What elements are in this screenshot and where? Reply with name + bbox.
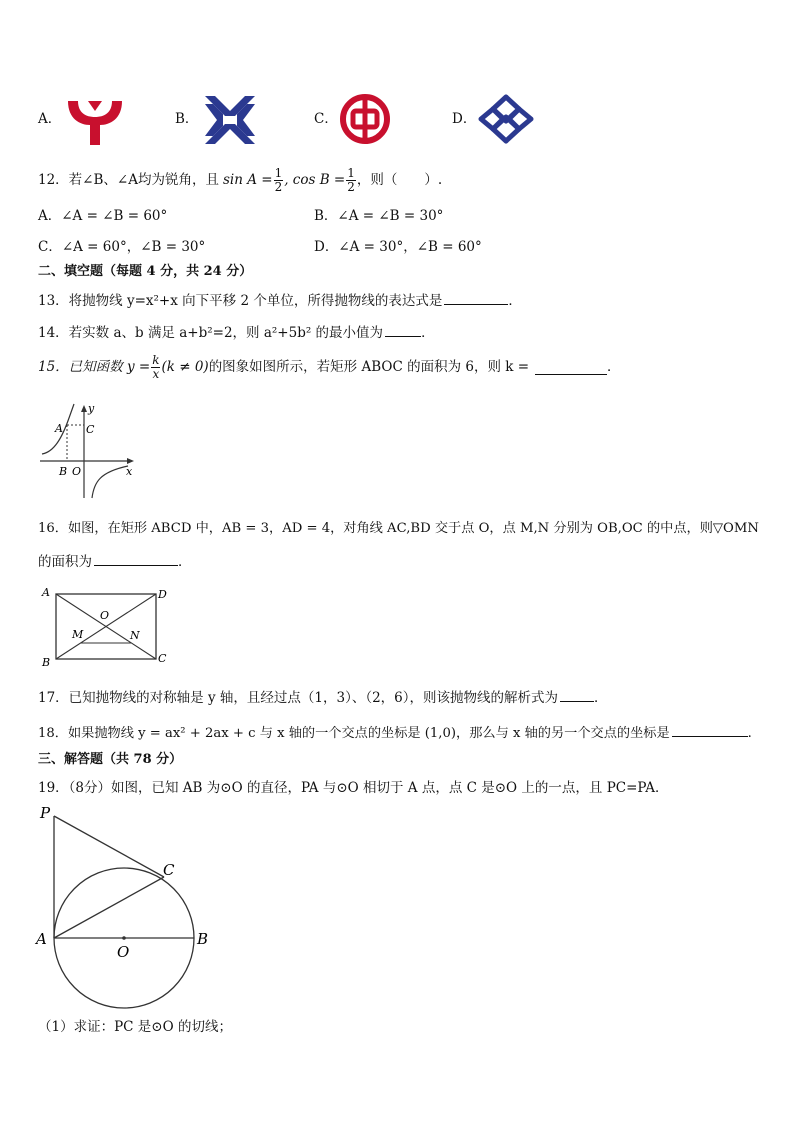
q18: 18．如果抛物线 y = ax² + 2ax + c 与 x 轴的一个交点的坐标是 (1,0)，那么与 x 轴的另一个交点的坐标是 . xyxy=(38,722,752,743)
q11-option-a-letter: A． xyxy=(38,111,62,127)
label-b: B xyxy=(197,930,209,948)
q15: 15．已知函数 y = $\frac{k}{x}$ (k ≠ 0) 的图象如图所示，若矩形 ABOC 的面积为 6，则 k = ． xyxy=(38,352,621,381)
label-o: O xyxy=(72,465,82,478)
q19-part1: （1）求证：PC 是⊙O 的切线； xyxy=(38,1019,232,1035)
knot-logo xyxy=(475,93,537,145)
answer-blank[interactable] xyxy=(672,722,748,737)
label-d: D xyxy=(158,588,167,601)
label-p: P xyxy=(40,804,51,822)
label-b: B xyxy=(42,656,51,669)
label-o: O xyxy=(100,609,110,622)
q12-stem: 12．若∠B、∠A均为锐角，且 sin A = $\frac{1}{2}$ , cos B = $\frac{1}{2}$ ，则（ ）. xyxy=(38,165,443,194)
answer-blank[interactable] xyxy=(94,551,178,566)
q19-stem: 19．（8分）如图，已知 AB 为⊙O 的直径，PA 与⊙O 相切于 A 点，点 C 是⊙O 上的一点，且 PC=PA． xyxy=(38,780,669,796)
rectangle-figure xyxy=(38,584,180,670)
q11-option-c-letter: C． xyxy=(314,111,338,127)
label-y: y xyxy=(88,402,95,415)
q12-option-b: B．∠A = ∠B = 30° xyxy=(314,208,444,224)
section-heading-answer: 三、解答题（共 78 分） xyxy=(38,752,183,767)
label-x: x xyxy=(126,465,133,478)
q12-option-d: D．∠A = 30°，∠B = 60° xyxy=(314,239,482,255)
label-c: C xyxy=(86,423,95,436)
q14: 14．若实数 a、b 满足 a+b²=2，则 a²+5b² 的最小值为 ． xyxy=(38,322,435,342)
q11-option-d-letter: D． xyxy=(452,111,477,127)
answer-blank[interactable] xyxy=(444,290,508,305)
q13: 13．将抛物线 y=x²+x 向下平移 2 个单位，所得抛物线的表达式是 ． xyxy=(38,290,522,310)
section-heading-fill-in: 二、填空题（每题 4 分，共 24 分） xyxy=(38,264,253,279)
q12-option-a: A．∠A = ∠B = 60° xyxy=(38,208,168,224)
bank-of-china-logo xyxy=(338,92,392,146)
label-a: A xyxy=(42,586,50,599)
fraction-k-over-x: $\frac{k}{x}$ xyxy=(152,352,160,381)
circle-tangent-figure xyxy=(36,800,216,1020)
label-c: C xyxy=(158,652,167,665)
fraction-one-half: $\frac{1}{2}$ xyxy=(347,165,355,194)
label-a: A xyxy=(55,422,63,435)
q16-line2: 的面积为 ． xyxy=(38,551,192,571)
q11-option-b-letter: B． xyxy=(175,111,199,127)
hyperbola-figure xyxy=(36,398,140,502)
chevrons-cross-logo xyxy=(203,94,257,146)
label-o: O xyxy=(117,943,130,961)
label-n: N xyxy=(130,629,140,642)
q16-line1: 16．如图，在矩形 ABCD 中，AB = 3，AD = 4，对角线 AC,BD 交于点 O，点 M,N 分别为 OB,OC 的中点，则▽OMN xyxy=(38,521,759,536)
label-c: C xyxy=(163,861,175,879)
label-m: M xyxy=(72,628,84,641)
label-a: A xyxy=(36,930,47,948)
q17: 17．已知抛物线的对称轴是 y 轴，且经过点（1，3）、（2，6），则该抛物线的解析式为 ． xyxy=(38,687,608,707)
answer-blank[interactable] xyxy=(560,687,594,702)
fraction-one-half: $\frac{1}{2}$ xyxy=(274,165,283,194)
y-shaped-bank-logo xyxy=(64,95,126,147)
q12-option-c: C．∠A = 60°，∠B = 30° xyxy=(38,239,206,255)
answer-blank[interactable] xyxy=(535,360,607,375)
answer-blank[interactable] xyxy=(385,322,421,337)
label-b: B xyxy=(59,465,68,478)
